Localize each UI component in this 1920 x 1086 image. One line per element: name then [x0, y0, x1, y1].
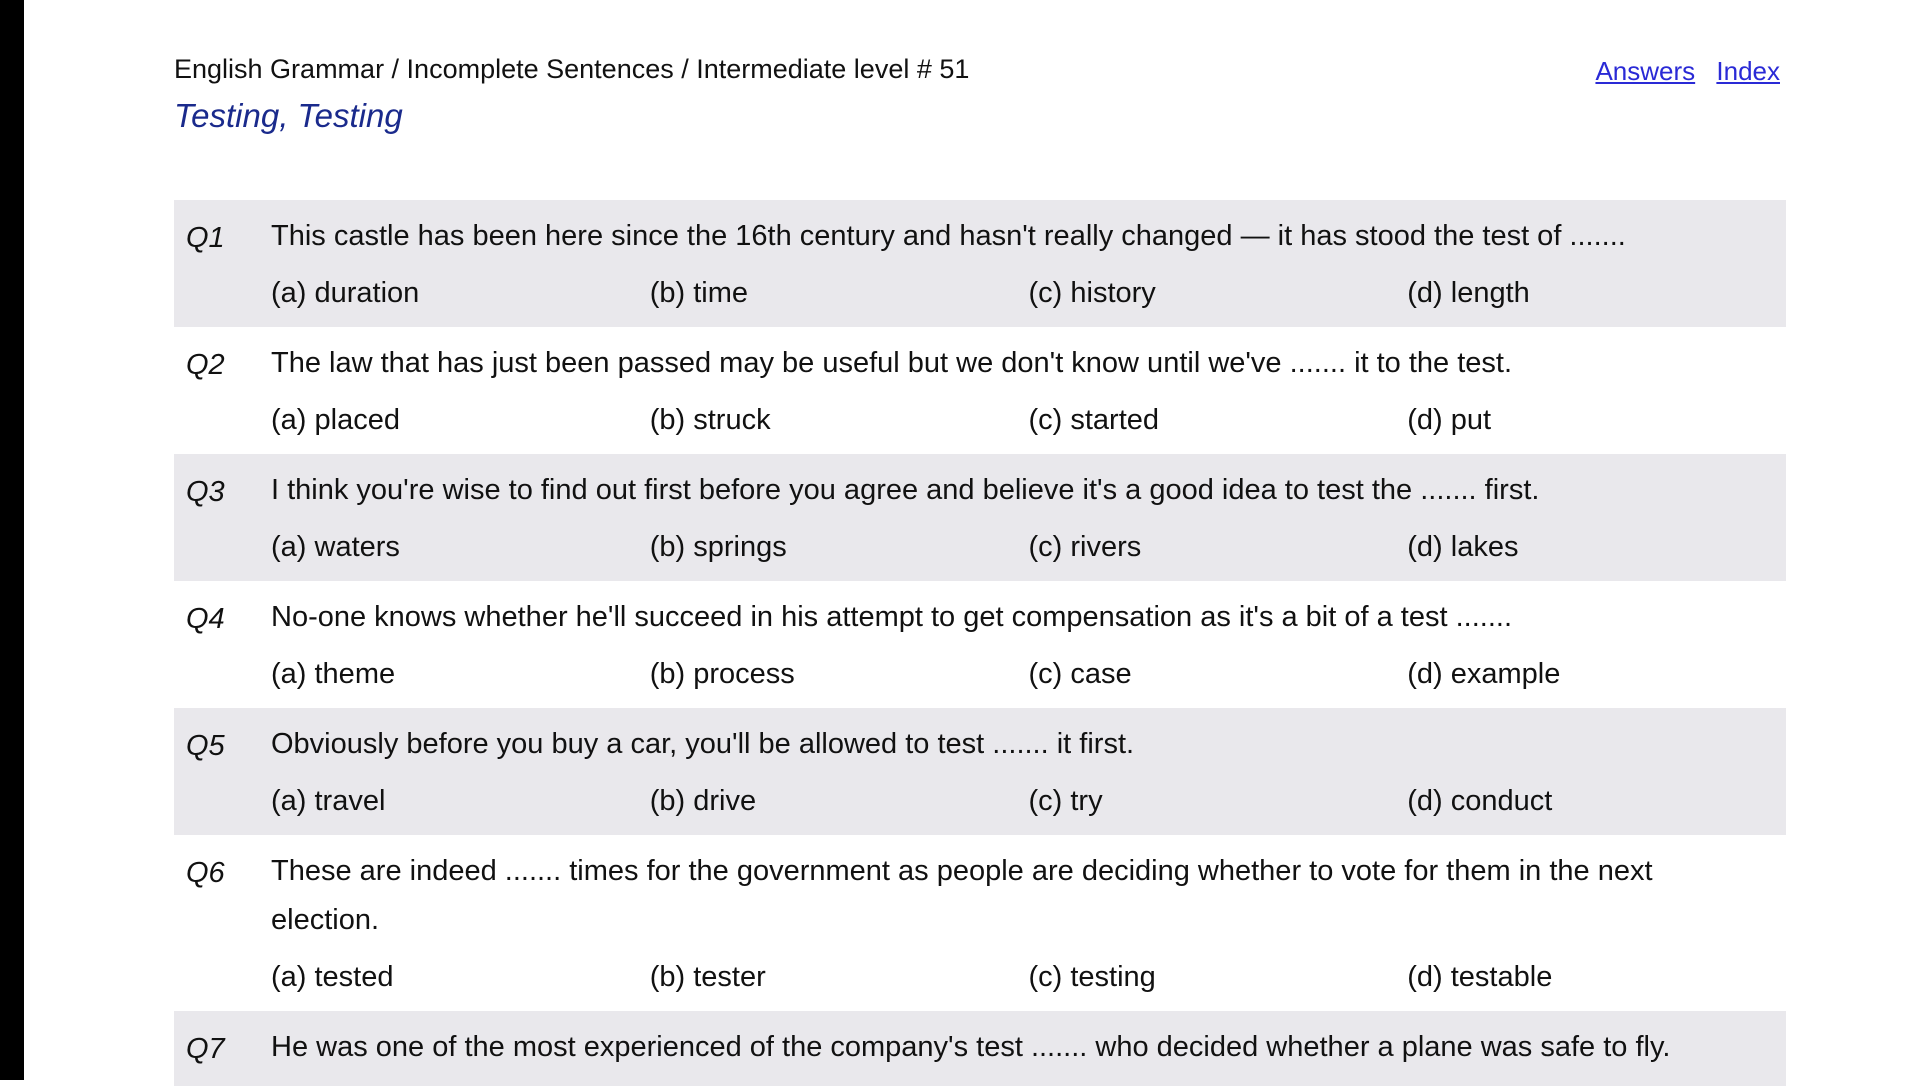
- question-number: Q1: [186, 222, 225, 254]
- option-c[interactable]: (c) try: [1028, 785, 1103, 817]
- option-c[interactable]: (c) history: [1028, 277, 1156, 309]
- option-c[interactable]: (c) started: [1028, 404, 1160, 436]
- question-row: [174, 200, 1786, 327]
- answer-options: [271, 654, 1786, 694]
- answer-options: [271, 781, 1786, 821]
- option-c[interactable]: (c) testing: [1028, 961, 1156, 993]
- question-number: Q4: [186, 603, 225, 635]
- question-list: [174, 200, 1786, 1086]
- option-c[interactable]: (c) rivers: [1028, 531, 1142, 563]
- option-c[interactable]: (c) case: [1028, 658, 1132, 690]
- question-number: Q6: [186, 857, 225, 889]
- question-row: [174, 327, 1786, 454]
- question-number: Q3: [186, 476, 225, 508]
- option-b[interactable]: (b) time: [649, 277, 749, 309]
- left-edge-bar: [0, 0, 24, 1080]
- page-title: Testing, Testing: [174, 97, 403, 134]
- question-number: Q7: [186, 1033, 225, 1065]
- option-a[interactable]: (a) tested: [271, 961, 394, 993]
- question-text: No-one knows whether he'll succeed in his attempt to get compensation as it's a bit of a test .......: [271, 601, 1512, 633]
- page-header: [174, 50, 1786, 200]
- question-text: Obviously before you buy a car, you'll be allowed to test ....... it first.: [271, 728, 1135, 760]
- index-link[interactable]: Index: [1716, 56, 1780, 86]
- question-text: These are indeed ....... times for the government as people are deciding whether to vote for them in the next election.: [271, 855, 1653, 936]
- option-b[interactable]: (b) struck: [649, 404, 771, 436]
- question-row: [174, 1011, 1786, 1086]
- answer-options: [271, 273, 1786, 313]
- question-text: He was one of the most experienced of the company's test ....... who decided whether a plane was safe to fly.: [271, 1031, 1671, 1063]
- answer-options: [271, 527, 1786, 567]
- question-row: [174, 454, 1786, 581]
- option-d[interactable]: (d) length: [1407, 277, 1530, 309]
- option-a[interactable]: (a) waters: [271, 531, 400, 563]
- option-a[interactable]: (a) travel: [271, 785, 386, 817]
- question-text: I think you're wise to find out first before you agree and believe it's a good idea to test the ....... first.: [271, 474, 1540, 506]
- question-row: [174, 581, 1786, 708]
- option-a[interactable]: (a) theme: [271, 658, 396, 690]
- answers-link[interactable]: Answers: [1595, 56, 1696, 86]
- option-b[interactable]: (b) springs: [649, 531, 787, 563]
- quiz-page: [174, 50, 1786, 1086]
- option-b[interactable]: (b) tester: [649, 961, 766, 993]
- breadcrumb: English Grammar / Incomplete Sentences / Intermediate level # 51: [174, 54, 970, 84]
- question-text: This castle has been here since the 16th century and hasn't really changed — it has stood the test of .......: [271, 220, 1626, 252]
- option-d[interactable]: (d) lakes: [1407, 531, 1519, 563]
- question-number: Q5: [186, 730, 225, 762]
- option-d[interactable]: (d) put: [1407, 404, 1492, 436]
- option-d[interactable]: (d) conduct: [1407, 785, 1553, 817]
- question-text: The law that has just been passed may be useful but we don't know until we've ....... it to the test.: [271, 347, 1513, 379]
- option-b[interactable]: (b) drive: [649, 785, 757, 817]
- option-b[interactable]: (b) process: [649, 658, 795, 690]
- answer-options: [271, 957, 1786, 997]
- top-links: [1581, 56, 1780, 87]
- option-a[interactable]: (a) duration: [271, 277, 420, 309]
- answer-options: [271, 400, 1786, 440]
- option-a[interactable]: (a) placed: [271, 404, 400, 436]
- question-row: [174, 835, 1786, 1011]
- option-d[interactable]: (d) testable: [1407, 961, 1553, 993]
- question-number: Q2: [186, 349, 225, 381]
- option-d[interactable]: (d) example: [1407, 658, 1561, 690]
- question-row: [174, 708, 1786, 835]
